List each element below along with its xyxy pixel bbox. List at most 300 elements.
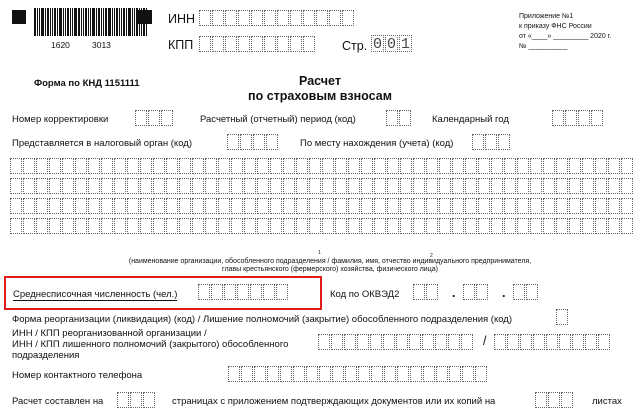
entry-cell[interactable]	[439, 198, 451, 214]
entry-cell[interactable]	[322, 218, 334, 234]
entry-cell[interactable]	[238, 36, 250, 52]
entry-cell[interactable]	[465, 198, 477, 214]
entry-cell[interactable]	[329, 10, 341, 26]
entry-cell[interactable]	[530, 178, 542, 194]
entry-cell[interactable]	[231, 178, 243, 194]
entry-cell[interactable]	[75, 198, 87, 214]
org-name-row[interactable]	[10, 198, 634, 214]
entry-cell[interactable]	[101, 218, 113, 234]
entry-cell[interactable]	[101, 178, 113, 194]
entry-cell[interactable]	[218, 218, 230, 234]
entry-cell[interactable]	[270, 178, 282, 194]
entry-cell[interactable]	[345, 366, 357, 382]
entry-cell[interactable]	[465, 218, 477, 234]
entry-cell[interactable]	[344, 334, 356, 350]
entry-cell[interactable]	[153, 178, 165, 194]
entry-cell[interactable]	[400, 198, 412, 214]
entry-cell[interactable]	[218, 178, 230, 194]
entry-cell[interactable]	[608, 198, 620, 214]
entry-cell[interactable]	[399, 110, 411, 126]
entry-cell[interactable]	[303, 10, 315, 26]
org-name-row[interactable]	[10, 218, 634, 234]
entry-cell[interactable]	[263, 284, 275, 300]
entry-cell[interactable]	[517, 178, 529, 194]
entry-cell[interactable]	[491, 158, 503, 174]
entry-cell[interactable]	[533, 334, 545, 350]
entry-cell[interactable]	[270, 158, 282, 174]
entry-cell[interactable]	[199, 10, 211, 26]
entry-cell[interactable]	[224, 284, 236, 300]
entry-cell[interactable]	[548, 392, 560, 408]
pages-count-cells[interactable]	[117, 392, 156, 408]
entry-cell[interactable]	[166, 178, 178, 194]
inn-cells[interactable]	[199, 10, 355, 26]
entry-cell[interactable]	[374, 178, 386, 194]
entry-cell[interactable]	[426, 284, 438, 300]
entry-cell[interactable]	[426, 158, 438, 174]
entry-cell[interactable]	[114, 158, 126, 174]
entry-cell[interactable]	[322, 198, 334, 214]
entry-cell[interactable]	[277, 10, 289, 26]
entry-cell[interactable]	[374, 198, 386, 214]
entry-cell[interactable]	[478, 218, 490, 234]
entry-cell[interactable]	[153, 198, 165, 214]
entry-cell[interactable]	[462, 366, 474, 382]
entry-cell[interactable]	[290, 36, 302, 52]
entry-cell[interactable]	[556, 198, 568, 214]
entry-cell[interactable]	[448, 334, 460, 350]
entry-cell[interactable]	[591, 110, 603, 126]
entry-cell[interactable]	[267, 366, 279, 382]
entry-cell[interactable]	[290, 10, 302, 26]
entry-cell[interactable]	[205, 218, 217, 234]
entry-cell[interactable]	[140, 178, 152, 194]
entry-cell[interactable]	[543, 218, 555, 234]
entry-cell[interactable]	[148, 110, 160, 126]
entry-cell[interactable]	[397, 366, 409, 382]
reorg-inn-cells[interactable]	[318, 334, 474, 350]
entry-cell[interactable]	[426, 218, 438, 234]
entry-cell[interactable]	[400, 218, 412, 234]
entry-cell[interactable]	[491, 198, 503, 214]
entry-cell[interactable]	[504, 218, 516, 234]
entry-cell[interactable]	[517, 198, 529, 214]
entry-cell[interactable]	[179, 178, 191, 194]
entry-cell[interactable]	[621, 158, 633, 174]
entry-cell[interactable]	[205, 158, 217, 174]
phone-cells[interactable]	[228, 366, 488, 382]
entry-cell[interactable]	[608, 158, 620, 174]
entry-cell[interactable]	[530, 158, 542, 174]
entry-cell[interactable]	[218, 198, 230, 214]
entry-cell[interactable]	[582, 198, 594, 214]
entry-cell[interactable]	[439, 178, 451, 194]
entry-cell[interactable]	[491, 178, 503, 194]
entry-cell[interactable]	[452, 178, 464, 194]
entry-cell[interactable]	[135, 110, 147, 126]
entry-cell[interactable]	[283, 158, 295, 174]
entry-cell[interactable]	[452, 158, 464, 174]
entry-cell[interactable]	[465, 158, 477, 174]
entry-cell[interactable]	[114, 218, 126, 234]
calendar-year-cells[interactable]	[552, 110, 604, 126]
entry-cell[interactable]	[309, 178, 321, 194]
entry-cell[interactable]	[309, 158, 321, 174]
entry-cell[interactable]	[361, 218, 373, 234]
entry-cell[interactable]	[423, 366, 435, 382]
entry-cell[interactable]	[332, 366, 344, 382]
entry-cell[interactable]	[543, 178, 555, 194]
entry-cell[interactable]	[348, 218, 360, 234]
entry-cell[interactable]	[410, 366, 422, 382]
entry-cell[interactable]	[387, 218, 399, 234]
entry-cell[interactable]	[494, 334, 506, 350]
entry-cell[interactable]	[449, 366, 461, 382]
entry-cell[interactable]	[595, 218, 607, 234]
entry-cell[interactable]	[342, 10, 354, 26]
entry-cell[interactable]	[257, 158, 269, 174]
entry-cell[interactable]	[127, 178, 139, 194]
entry-cell[interactable]	[241, 366, 253, 382]
entry-cell[interactable]	[257, 218, 269, 234]
entry-cell[interactable]	[49, 178, 61, 194]
entry-cell[interactable]	[228, 366, 240, 382]
entry-cell[interactable]	[452, 218, 464, 234]
entry-cell[interactable]	[478, 178, 490, 194]
entry-cell[interactable]	[556, 178, 568, 194]
entry-cell[interactable]	[361, 158, 373, 174]
organization-name-grid[interactable]	[10, 158, 634, 234]
entry-cell[interactable]	[530, 198, 542, 214]
entry-cell[interactable]	[225, 10, 237, 26]
entry-cell[interactable]	[387, 198, 399, 214]
entry-cell[interactable]	[244, 198, 256, 214]
entry-cell[interactable]	[140, 158, 152, 174]
entry-cell[interactable]	[75, 178, 87, 194]
entry-cell[interactable]	[218, 158, 230, 174]
entry-cell[interactable]	[463, 284, 475, 300]
entry-cell[interactable]	[114, 198, 126, 214]
entry-cell[interactable]	[561, 392, 573, 408]
entry-cell[interactable]	[306, 366, 318, 382]
entry-cell[interactable]	[316, 10, 328, 26]
entry-cell[interactable]	[277, 36, 289, 52]
entry-cell[interactable]	[276, 284, 288, 300]
entry-cell[interactable]	[435, 334, 447, 350]
entry-cell[interactable]	[244, 158, 256, 174]
entry-cell[interactable]	[192, 198, 204, 214]
entry-cell[interactable]	[309, 198, 321, 214]
entry-cell[interactable]	[335, 218, 347, 234]
entry-cell[interactable]	[582, 158, 594, 174]
entry-cell[interactable]	[465, 178, 477, 194]
entry-cell[interactable]	[36, 198, 48, 214]
entry-cell[interactable]	[543, 198, 555, 214]
entry-cell[interactable]	[212, 10, 224, 26]
entry-cell[interactable]	[212, 36, 224, 52]
headcount-cells[interactable]	[198, 284, 289, 300]
entry-cell[interactable]	[476, 284, 488, 300]
org-name-row[interactable]	[10, 158, 634, 174]
entry-cell[interactable]	[140, 198, 152, 214]
entry-cell[interactable]	[374, 218, 386, 234]
entry-cell[interactable]	[322, 178, 334, 194]
entry-cell[interactable]	[400, 158, 412, 174]
entry-cell[interactable]	[283, 178, 295, 194]
entry-cell[interactable]	[461, 334, 473, 350]
okved-cells-1[interactable]	[413, 284, 439, 300]
entry-cell[interactable]	[504, 158, 516, 174]
entry-cell[interactable]	[582, 178, 594, 194]
entry-cell[interactable]	[283, 218, 295, 234]
entry-cell[interactable]	[192, 218, 204, 234]
entry-cell[interactable]	[426, 198, 438, 214]
tax-authority-cells[interactable]	[227, 134, 279, 150]
entry-cell[interactable]	[335, 178, 347, 194]
entry-cell[interactable]	[513, 284, 525, 300]
entry-cell[interactable]	[387, 158, 399, 174]
entry-cell[interactable]	[205, 198, 217, 214]
entry-cell[interactable]	[231, 218, 243, 234]
entry-cell[interactable]	[413, 284, 425, 300]
entry-cell[interactable]	[526, 284, 538, 300]
entry-cell[interactable]	[569, 158, 581, 174]
entry-cell[interactable]	[478, 158, 490, 174]
entry-cell[interactable]	[49, 198, 61, 214]
entry-cell[interactable]	[535, 392, 547, 408]
entry-cell[interactable]	[75, 158, 87, 174]
location-cells[interactable]	[472, 134, 511, 150]
entry-cell[interactable]	[422, 334, 434, 350]
entry-cell[interactable]	[62, 218, 74, 234]
entry-cell[interactable]	[257, 178, 269, 194]
entry-cell[interactable]	[386, 110, 398, 126]
entry-cell[interactable]	[621, 218, 633, 234]
entry-cell[interactable]	[361, 198, 373, 214]
entry-cell[interactable]	[296, 178, 308, 194]
reorg-form-cells[interactable]	[556, 309, 569, 325]
entry-cell[interactable]	[253, 134, 265, 150]
entry-cell[interactable]	[335, 198, 347, 214]
entry-cell[interactable]	[543, 158, 555, 174]
entry-cell[interactable]	[264, 36, 276, 52]
entry-cell[interactable]	[127, 198, 139, 214]
entry-cell[interactable]	[569, 198, 581, 214]
entry-cell[interactable]	[520, 334, 532, 350]
entry-cell[interactable]	[198, 284, 210, 300]
entry-cell[interactable]	[254, 366, 266, 382]
org-name-row[interactable]	[10, 178, 634, 194]
entry-cell[interactable]	[10, 158, 22, 174]
entry-cell[interactable]	[608, 178, 620, 194]
entry-cell[interactable]	[439, 158, 451, 174]
entry-cell[interactable]	[49, 218, 61, 234]
entry-cell[interactable]	[75, 218, 87, 234]
entry-cell[interactable]	[318, 334, 330, 350]
entry-cell[interactable]	[556, 218, 568, 234]
entry-cell[interactable]	[88, 218, 100, 234]
entry-cell[interactable]	[621, 198, 633, 214]
entry-cell[interactable]	[556, 158, 568, 174]
entry-cell[interactable]	[192, 178, 204, 194]
entry-cell[interactable]	[303, 36, 315, 52]
entry-cell[interactable]	[240, 134, 252, 150]
entry-cell[interactable]	[475, 366, 487, 382]
entry-cell[interactable]	[472, 134, 484, 150]
entry-cell[interactable]	[436, 366, 448, 382]
entry-cell[interactable]	[62, 198, 74, 214]
entry-cell[interactable]	[357, 334, 369, 350]
entry-cell[interactable]	[556, 309, 568, 325]
entry-cell[interactable]	[10, 178, 22, 194]
entry-cell[interactable]	[374, 158, 386, 174]
entry-cell[interactable]	[546, 334, 558, 350]
entry-cell[interactable]	[335, 158, 347, 174]
entry-cell[interactable]	[413, 158, 425, 174]
entry-cell[interactable]	[517, 158, 529, 174]
entry-cell[interactable]	[552, 110, 564, 126]
entry-cell[interactable]	[270, 198, 282, 214]
entry-cell[interactable]	[358, 366, 370, 382]
entry-cell[interactable]	[319, 366, 331, 382]
entry-cell[interactable]	[280, 366, 292, 382]
entry-cell[interactable]	[244, 218, 256, 234]
entry-cell[interactable]	[205, 178, 217, 194]
sheets-count-cells[interactable]	[535, 392, 574, 408]
entry-cell[interactable]	[371, 366, 383, 382]
entry-cell[interactable]	[10, 198, 22, 214]
entry-cell[interactable]	[199, 36, 211, 52]
entry-cell[interactable]	[227, 134, 239, 150]
entry-cell[interactable]	[127, 218, 139, 234]
entry-cell[interactable]	[370, 334, 382, 350]
entry-cell[interactable]	[383, 334, 395, 350]
entry-cell[interactable]	[400, 178, 412, 194]
entry-cell[interactable]	[62, 158, 74, 174]
entry-cell[interactable]	[179, 158, 191, 174]
entry-cell[interactable]	[36, 218, 48, 234]
entry-cell[interactable]	[266, 134, 278, 150]
entry-cell[interactable]	[153, 218, 165, 234]
entry-cell[interactable]	[264, 10, 276, 26]
okved-cells-3[interactable]	[513, 284, 539, 300]
entry-cell[interactable]	[244, 178, 256, 194]
entry-cell[interactable]	[409, 334, 421, 350]
entry-cell[interactable]	[250, 284, 262, 300]
entry-cell[interactable]	[517, 218, 529, 234]
entry-cell[interactable]	[387, 178, 399, 194]
entry-cell[interactable]	[608, 218, 620, 234]
entry-cell[interactable]	[153, 158, 165, 174]
entry-cell[interactable]	[478, 198, 490, 214]
entry-cell[interactable]	[530, 218, 542, 234]
entry-cell[interactable]	[88, 198, 100, 214]
entry-cell[interactable]	[296, 198, 308, 214]
entry-cell[interactable]	[62, 178, 74, 194]
entry-cell[interactable]	[49, 158, 61, 174]
entry-cell[interactable]	[127, 158, 139, 174]
entry-cell[interactable]	[348, 178, 360, 194]
entry-cell[interactable]	[166, 198, 178, 214]
entry-cell[interactable]	[36, 158, 48, 174]
entry-cell[interactable]	[23, 178, 35, 194]
entry-cell[interactable]	[595, 178, 607, 194]
entry-cell[interactable]	[101, 158, 113, 174]
entry-cell[interactable]	[504, 198, 516, 214]
entry-cell[interactable]	[582, 218, 594, 234]
entry-cell[interactable]	[361, 178, 373, 194]
entry-cell[interactable]	[166, 158, 178, 174]
entry-cell[interactable]	[140, 218, 152, 234]
entry-cell[interactable]	[251, 36, 263, 52]
entry-cell[interactable]	[161, 110, 173, 126]
entry-cell[interactable]	[88, 178, 100, 194]
kpp-cells[interactable]	[199, 36, 316, 52]
entry-cell[interactable]	[257, 198, 269, 214]
entry-cell[interactable]	[251, 10, 263, 26]
entry-cell[interactable]	[498, 134, 510, 150]
entry-cell[interactable]	[143, 392, 155, 408]
entry-cell[interactable]	[179, 218, 191, 234]
entry-cell[interactable]	[396, 334, 408, 350]
entry-cell[interactable]	[238, 10, 250, 26]
correction-number-cells[interactable]	[135, 110, 174, 126]
entry-cell[interactable]	[426, 178, 438, 194]
entry-cell[interactable]	[23, 218, 35, 234]
entry-cell[interactable]	[598, 334, 610, 350]
entry-cell[interactable]	[309, 218, 321, 234]
entry-cell[interactable]	[296, 158, 308, 174]
entry-cell[interactable]	[565, 110, 577, 126]
entry-cell[interactable]	[237, 284, 249, 300]
entry-cell[interactable]	[595, 158, 607, 174]
entry-cell[interactable]	[166, 218, 178, 234]
entry-cell[interactable]	[231, 158, 243, 174]
entry-cell[interactable]	[595, 198, 607, 214]
entry-cell[interactable]	[114, 178, 126, 194]
entry-cell[interactable]	[569, 218, 581, 234]
entry-cell[interactable]	[413, 218, 425, 234]
entry-cell[interactable]	[578, 110, 590, 126]
entry-cell[interactable]	[485, 134, 497, 150]
entry-cell[interactable]	[192, 158, 204, 174]
entry-cell[interactable]	[101, 198, 113, 214]
entry-cell[interactable]	[384, 366, 396, 382]
entry-cell[interactable]	[293, 366, 305, 382]
entry-cell[interactable]	[504, 178, 516, 194]
entry-cell[interactable]	[507, 334, 519, 350]
entry-cell[interactable]	[322, 158, 334, 174]
entry-cell[interactable]	[231, 198, 243, 214]
reporting-period-cells[interactable]	[386, 110, 412, 126]
entry-cell[interactable]	[439, 218, 451, 234]
entry-cell[interactable]	[452, 198, 464, 214]
entry-cell[interactable]	[225, 36, 237, 52]
entry-cell[interactable]	[413, 178, 425, 194]
entry-cell[interactable]	[413, 198, 425, 214]
entry-cell[interactable]	[130, 392, 142, 408]
entry-cell[interactable]	[283, 198, 295, 214]
entry-cell[interactable]	[179, 198, 191, 214]
entry-cell[interactable]	[117, 392, 129, 408]
entry-cell[interactable]	[10, 218, 22, 234]
entry-cell[interactable]	[585, 334, 597, 350]
entry-cell[interactable]	[23, 198, 35, 214]
okved-cells-2[interactable]	[463, 284, 489, 300]
entry-cell[interactable]	[211, 284, 223, 300]
entry-cell[interactable]	[348, 158, 360, 174]
entry-cell[interactable]	[572, 334, 584, 350]
